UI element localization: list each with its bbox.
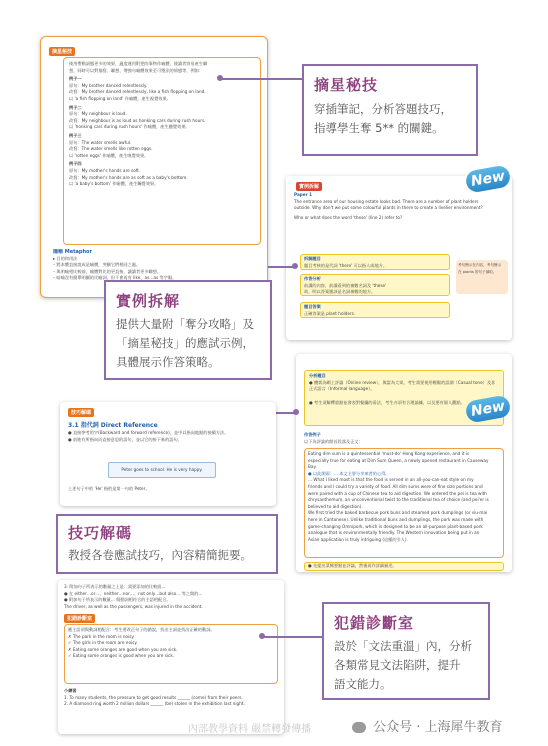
footer-account bbox=[352, 716, 503, 735]
connector-dot bbox=[217, 75, 223, 81]
essay-block: 作答例子 以下為評論的開首段落及正文： Eating dim sum is a quintessential 'must-do' Hong Kong experience, and it is especially true for eating at Dim Sum Queen, a newly opened restaurant in Causeway Bay. ● 以此開頭：... 本文主要分享來者的心得。 ... What I liked most is that the food is served in an all-you-can-eat style on my friends and I could try a variety of food. All dim sums were of fine size portions and were paired with a cup of Chinese tea to aid digestion. We ordered the pei is tea with chrysanthemum, an unconventional twist to the traditional tea of choice (and pei'er is believed to aid digestion). We first tried the baked barbecue pork buns and steamed pork dumplings (or siu-mai here in Cantonese). Unlike traditional buns and dumplings, the pork was made with game-changing Omnipork, which is designed to be an all-purpose plant-based pork analogue that is environmentally friendly. The Western innovation being put in an Asian application is truly intriguing (這樣的引人). ● 先提出菜餚要點並評論，然後再作詳細描述。 bbox=[304, 432, 504, 445]
essay-tip: ● 先提出菜餚要點並評論，然後再作詳細描述。 bbox=[304, 562, 504, 571]
metaphor-section: 隱喻 Metaphor ▸ 目的和用法 – 將本體直接說成是喻體，突顯它們相同之處。 – 與明喻相比較前，喻體對比的更直接，讓讀者更多聯想。 – 暗喻沒有簡單明顯的比喻詞，但不會再有 like、as…as 等字眼。 bbox=[53, 249, 177, 281]
diagnosis-tag: 犯錯診斷室 bbox=[64, 614, 95, 623]
essay-text-box: Eating dim sum is a quintessential 'must-do' Hong Kong experience, and it is especially true for eating at Dim Sum Queen, a newly opened restaurant in Causeway Bay. ● 以此開頭：... 本文主要分享來者的心得。 ... What I liked most is that the food is served in an all-you-can-eat style on my friends and I could try a variety of food. All dim sums were of fine size portions and were paired with a cup of Chinese tea to aid digestion. We ordered the pei is tea with chrysanthemum, an unconventional twist to the traditional tea of choice (and pei'er is believed to aid digestion). We first tried the baked barbecue pork buns and steamed pork dumplings (or siu-mai here in Cantonese). Unlike traditional buns and dumplings, the pork was made with game-changing Omnipork, which is designed to be an all-purpose plant-based pork analogue that is environmentally friendly. The Western innovation being put in an Asian application is truly intriguing (這樣的引人). bbox=[304, 448, 504, 558]
step-box: 拆解題目 題目考核的是代詞 'there' 可以指人或地方。 bbox=[300, 254, 450, 270]
star-tips-tag: 摘星秘技 bbox=[49, 47, 75, 56]
reference-diagram: Peter goes to school. He is very happy. bbox=[108, 462, 216, 478]
footer-account-name: 公众号 · 上海犀牛教育 bbox=[373, 720, 503, 735]
feature-card-title: 實例拆解 bbox=[116, 292, 181, 310]
connector-dot bbox=[292, 263, 298, 269]
connector-dot bbox=[293, 409, 299, 415]
chat-icon bbox=[352, 722, 366, 733]
skills-tag: 技巧解碼 bbox=[68, 408, 94, 417]
feature-card-body-line: 設於「文法重溫」內，分析 bbox=[334, 639, 472, 653]
step-box: 題目答案 正確答案是 plant holders. bbox=[300, 302, 450, 318]
sample-page-star-tips bbox=[40, 36, 268, 298]
feature-card-title: 摘星秘技 bbox=[314, 76, 379, 94]
feature-card-worked-example bbox=[104, 280, 272, 380]
feature-card-body-line: 提供大量附「奪分攻略」及 bbox=[116, 317, 254, 331]
grammar-lines: 3. 附加句子所表示的數量之上是：需要添加的比較級... ● 在 either…or…、neither…nor…、not only…but also… 等之間的... ● 附加句子所表示的數量... 與動詞相符合的主語相配合。 The driver, as well as the passengers, was injured in the accident. bbox=[64, 584, 203, 609]
new-badge: New bbox=[464, 394, 511, 423]
feature-card-body-line: 具體展示作答策略。 bbox=[116, 355, 220, 369]
skills-title: 3.1 指代詞 Direct Reference bbox=[68, 422, 158, 429]
feature-card-body-line: 「摘星秘技」的應試示例， bbox=[116, 336, 254, 350]
feature-card-body-line: 語文能力。 bbox=[334, 677, 392, 691]
feature-card-body-line: 指導學生奪 5** 的關鍵。 bbox=[314, 121, 444, 135]
connector-dot bbox=[259, 633, 265, 639]
sample-page-worked-example bbox=[286, 176, 512, 340]
star-tips-box: 使用帶動詞態更多的效果，適度運用附把的事物作喻體，使讀者容易產生聯 想，同時可以對描寫、聯想、增強句喻體效果至可塑法的情感等，例如： 例子一 原句：My brother danced relentlessly. 改寫：My brother danced relentlessly, like a fish flopping on land. 以 'a fish flopping on land' 作喻體，產生視覺效果。 例子二 原句：My neighbour is loud. 改寫：My neighbour is as loud as honking cars during rush hours. 以 'honking cars during rush hours' 作喻體，產生聽覺效果。 例子三 原句：The water smells awful. 改寫：The water smells like rotten eggs. 以 'rotten eggs' 作喻體，產生嗅覺效果。 例子四 原句：My mother's hands are soft. 改寫：My mother's hands are as soft as a baby's bottom. 以 'a baby's bottom' 作喻體，產生觸覺效果。 bbox=[63, 57, 261, 245]
new-badge: New bbox=[464, 164, 511, 193]
trap-box: 應主語須與動詞相配合：考生要改正句子的錯誤，找出主詞並找出正確的動詞。 ✗ The park in the room is noisy. ✓ The girls in the room are noisy. ✗ Eating some oranges are good when you are sick. ✓ Eating some oranges is good when you are sick. bbox=[64, 624, 278, 684]
feature-card-title: 技巧解碼 bbox=[68, 524, 133, 542]
feature-card-diagnosis bbox=[322, 602, 490, 700]
connector-line bbox=[262, 636, 324, 638]
skills-bullets: ● 直接參考的字(Backward and forward reference)，並中以指向地點的接續方法。 ● 前進有所指向而直接意思的語句，並以它的接下來的語句。 bbox=[68, 430, 229, 442]
question-block: Paper 1 The entrance area of our housing estate looks bad. There are a number of plant holders outside. Why don't we put some colourful plants in there to create a livelier environment? Who or what does the word 'these' (line 2) refer to? bbox=[294, 192, 483, 220]
sample-page-essay bbox=[296, 354, 512, 572]
feature-card-body-line: 各類常見文法陷阱，提升 bbox=[334, 658, 461, 672]
skills-caption: 上述句子中的 'He' 指的是第一句的 Peter。 bbox=[68, 486, 150, 491]
footer-watermark-left: 內部教學資料 嚴禁轉發傳播 bbox=[188, 724, 312, 735]
exercise-block: 小練習 1. To many students, the pressure to get good results ______ (come) from their peers. 2. A diamond ring worth 2 million dollars ______ (be) stolen in the exhibition last night. bbox=[64, 688, 245, 707]
feature-card-skills bbox=[56, 514, 278, 574]
feature-card-title: 犯錯診斷室 bbox=[334, 614, 415, 632]
feature-card-body-line: 穿插筆記，分析答題技巧， bbox=[314, 102, 452, 116]
worked-example-tag: 實例拆解 bbox=[296, 182, 322, 191]
sample-page-diagnosis bbox=[58, 580, 284, 734]
feature-card-star-tips bbox=[302, 64, 478, 156]
sample-page-skills bbox=[60, 402, 276, 506]
connector-line bbox=[220, 78, 304, 80]
analysis-box: 分析題目 ● 體裁為網上評論（Online review），與當為大眾，考生需要使用輕鬆的語調（Casual tone）及非正式語言（Informal language）。 ● 考生須解釋重點並發表對餐廳的看法，考生亦須有合理論據，以及要有個人觀點。 bbox=[304, 370, 504, 426]
side-note: 考句簡示在內容，考句簡示 在 plants 的句子讀取。 bbox=[456, 260, 508, 294]
feature-card-body-line: 教授各卷應試技巧，內容精簡扼要。 bbox=[68, 548, 252, 562]
step-box: 作答分析 前讀的內容，前讀看到的複數名詞及 'these' 故，明以答案應該是名詞複數的地方。 bbox=[300, 274, 450, 296]
